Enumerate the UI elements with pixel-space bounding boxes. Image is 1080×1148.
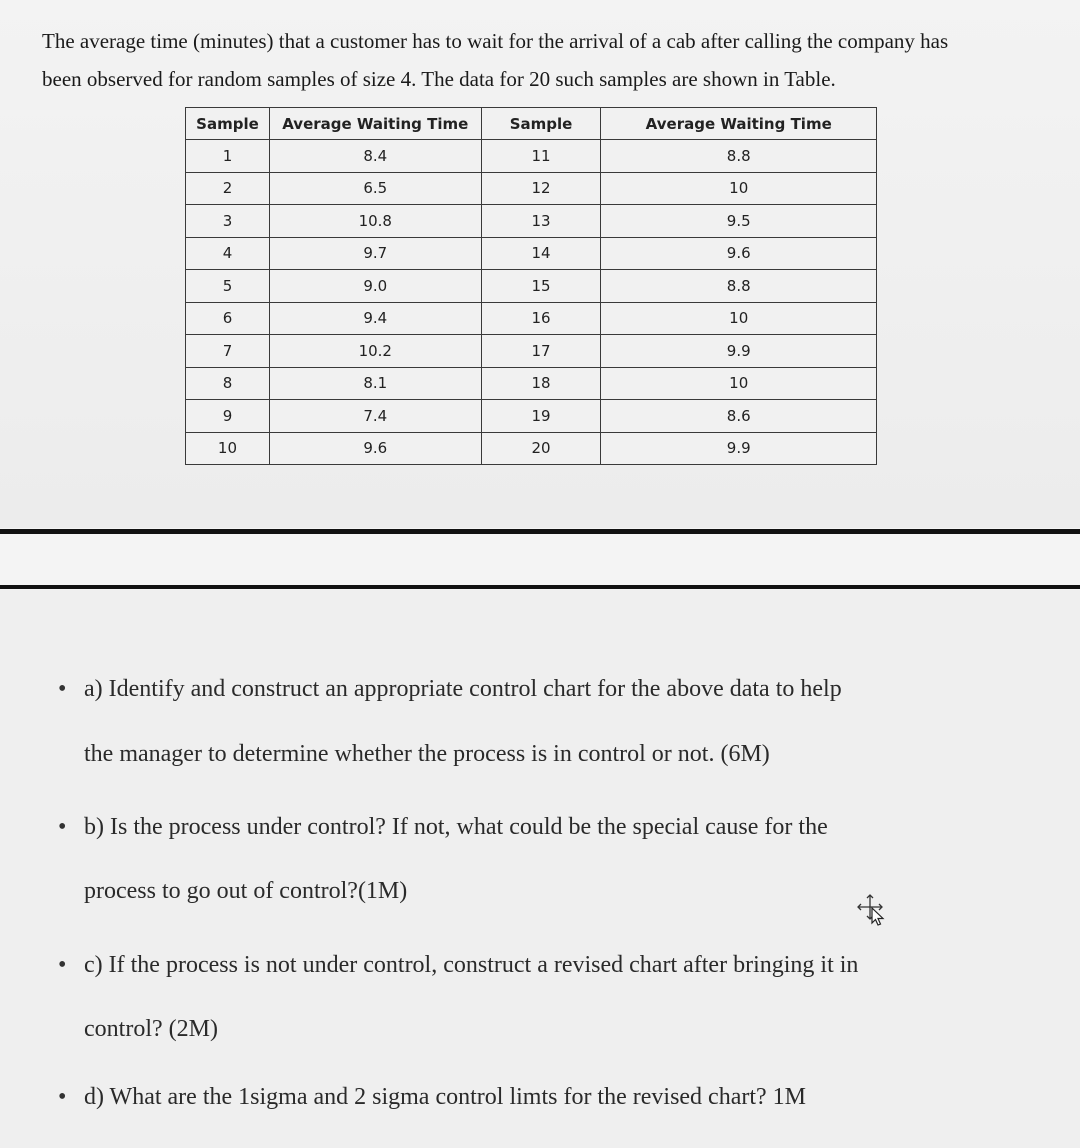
divider-band — [0, 528, 1080, 590]
table-cell: 8.8 — [601, 270, 877, 303]
table-cell: 18 — [481, 367, 601, 400]
table-cell: 9.4 — [269, 302, 481, 335]
table-cell: 1 — [186, 140, 270, 173]
table-cell: 4 — [186, 237, 270, 270]
table-cell: 3 — [186, 205, 270, 238]
table-cell: 8.4 — [269, 140, 481, 173]
table-cell: 10 — [601, 367, 877, 400]
table-cell: 9.6 — [269, 432, 481, 465]
table-cell: 5 — [186, 270, 270, 303]
divider-line — [0, 585, 1080, 589]
question-b-line-1: b) Is the process under control? If not, what could be the special cause for the — [84, 814, 828, 840]
waiting-time-table — [185, 107, 877, 465]
table-row — [186, 237, 877, 270]
header-sample: Sample — [186, 108, 270, 140]
table-cell: 10.2 — [269, 335, 481, 368]
table-cell: 10 — [186, 432, 270, 465]
table-cell: 8.8 — [601, 140, 877, 173]
table-header-row — [186, 108, 877, 140]
divider-line — [0, 529, 1080, 534]
header-average-waiting-time: Average Waiting Time — [601, 108, 877, 140]
table-row — [186, 335, 877, 368]
table-cell: 10.8 — [269, 205, 481, 238]
question-d-line-1: d) What are the 1sigma and 2 sigma control limts for the revised chart? 1M — [84, 1084, 807, 1110]
table-cell: 9.7 — [269, 237, 481, 270]
table-cell: 6 — [186, 302, 270, 335]
problem-statement-section — [0, 0, 1080, 528]
table-row — [186, 205, 877, 238]
table-cell: 9.6 — [601, 237, 877, 270]
table-cell: 8 — [186, 367, 270, 400]
table-cell: 9.5 — [601, 205, 877, 238]
table-cell: 9.9 — [601, 335, 877, 368]
header-average-waiting-time: Average Waiting Time — [269, 108, 481, 140]
question-a-line-2: the manager to determine whether the process is in control or not. (6M) — [84, 741, 770, 767]
table-cell: 7 — [186, 335, 270, 368]
question-b-line-2: process to go out of control?(1M) — [84, 878, 408, 904]
table-cell: 6.5 — [269, 172, 481, 205]
header-sample: Sample — [481, 108, 601, 140]
table-row — [186, 140, 877, 173]
table-row — [186, 302, 877, 335]
table-row — [186, 400, 877, 433]
bullet-icon: • — [58, 1084, 67, 1110]
table-row — [186, 172, 877, 205]
bullet-icon: • — [58, 676, 67, 702]
table-cell: 10 — [601, 172, 877, 205]
problem-intro — [42, 22, 1052, 98]
table-cell: 17 — [481, 335, 601, 368]
table-cell: 11 — [481, 140, 601, 173]
bullet-icon: • — [58, 814, 67, 840]
table-cell: 19 — [481, 400, 601, 433]
table-cell: 20 — [481, 432, 601, 465]
table-cell: 14 — [481, 237, 601, 270]
table-row — [186, 270, 877, 303]
table-cell: 15 — [481, 270, 601, 303]
table-cell: 16 — [481, 302, 601, 335]
intro-line-2: been observed for random samples of size 4. The data for 20 such samples are shown in Table. — [42, 67, 836, 91]
table-cell: 8.6 — [601, 400, 877, 433]
questions-section — [0, 590, 1080, 1148]
table-row — [186, 432, 877, 465]
table-cell: 2 — [186, 172, 270, 205]
table-cell: 9.9 — [601, 432, 877, 465]
question-c-line-2: control? (2M) — [84, 1016, 218, 1042]
question-a-line-1: a) Identify and construct an appropriate control chart for the above data to help — [84, 676, 842, 702]
table-cell: 9.0 — [269, 270, 481, 303]
table-cell: 8.1 — [269, 367, 481, 400]
bullet-icon: • — [58, 952, 67, 978]
table-cell: 9 — [186, 400, 270, 433]
question-c-line-1: c) If the process is not under control, construct a revised chart after bringing it in — [84, 952, 859, 978]
table-cell: 12 — [481, 172, 601, 205]
table-cell: 10 — [601, 302, 877, 335]
intro-line-1: The average time (minutes) that a customer has to wait for the arrival of a cab after calling the company has — [42, 29, 949, 53]
move-cursor-icon — [855, 892, 889, 926]
table-cell: 7.4 — [269, 400, 481, 433]
table-cell: 13 — [481, 205, 601, 238]
table-row — [186, 367, 877, 400]
